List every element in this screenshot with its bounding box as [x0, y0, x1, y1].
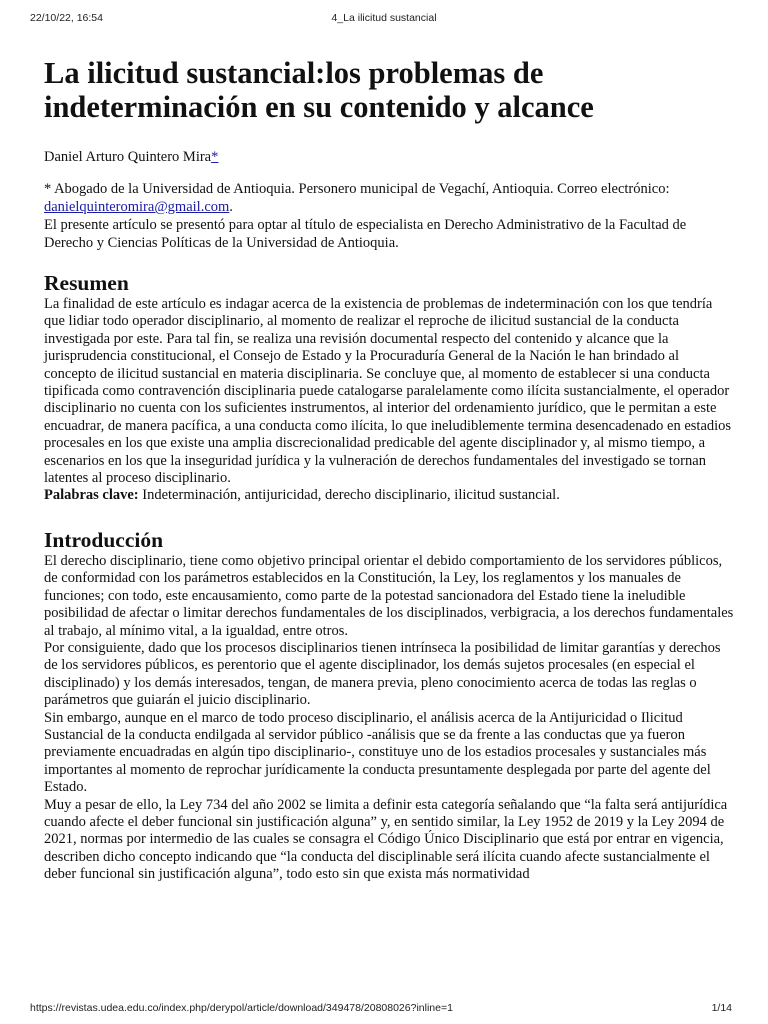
print-datetime: 22/10/22, 16:54	[30, 12, 103, 24]
print-url: https://revistas.udea.edu.co/index.php/derypol/article/download/349478/20808026?inline=1	[30, 1002, 453, 1014]
keywords-paragraph	[44, 487, 734, 504]
author-name: Daniel Arturo Quintero Mira	[44, 149, 212, 165]
article-title-line-2: indeterminación en su contenido y alcance	[44, 90, 594, 124]
print-header	[30, 12, 738, 28]
article-title	[44, 56, 734, 124]
author-line	[44, 148, 734, 166]
presentation-note: El presente artículo se presentó para optar al título de especialista en Derecho Administrativo de la Facultad de Derecho y Ciencias Políticas de la Universidad de Antioquia.	[44, 217, 687, 251]
email-suffix: .	[229, 199, 233, 215]
author-footnote-link[interactable]: *	[211, 149, 219, 165]
keywords-label: Palabras clave:	[44, 487, 139, 504]
keywords-list: Indeterminación, antijuricidad, derecho disciplinario, ilicitud sustancial.	[138, 487, 560, 504]
affiliation-text: * Abogado de la Universidad de Antioquia. Personero municipal de Vegachí, Antioquia. Correo electrónico:	[44, 181, 670, 197]
print-footer	[30, 1002, 738, 1018]
article-title-line-1: La ilicitud sustancial:los problemas de	[44, 56, 544, 90]
email-link[interactable]: danielquinteromira@gmail.com	[44, 199, 230, 215]
intro-paragraph-2: Por consiguiente, dado que los procesos disciplinarios tienen intrínseca la posibilidad de limitar garantías y derechos de los servidores públicos, es perentorio que el agente disciplinador, los demás sujetos procesales (en especial el disciplinado) y los demás interesados, tengan, de manera previa, pleno conocimiento acerca de todas las reglas o parámetros que guiarán el juicio disciplinario.	[44, 639, 721, 709]
abstract-text: La finalidad de este artículo es indagar acerca de la existencia de problemas de indeterminación con los que tendría que lidiar todo operador disciplinario, al momento de realizar el reproche de ilicitud sustancial de la conducta investigada por este. Para tal fin, se realiza una revisión documental respecto del contenido y alcance que la jurisprudencia constitucional, el Consejo de Estado y la Procuraduría General de la Nación le han brindado al concepto de ilicitud sustancial en materia disciplinaria. Se concluye que, al momento de establecer si una conducta tipificada como contravención disciplinaria puede catalogarse paralelamente como ilícita sustancialmente, el operador disciplinario no cuenta con los suficientes instrumentos, al interior del ordenamiento jurídico, que le permitan a este encuadrar, de manera pacífica, a una conducta como ilícita, lo que ineludiblemente termina desencadenado en estadios procesales en los que existe una amplia discrecionalidad predicable del agente disciplinador y, al mismo tiempo, a escenarios en los que la inseguridad jurídica y la vulneración de derechos fundamentales del investigado se tornan latentes al proceso disciplinario.	[44, 296, 732, 487]
print-document-title: 4_La ilicitud sustancial	[331, 12, 437, 24]
introduction-heading: Introducción	[44, 527, 164, 552]
page-number: 1/14	[711, 1002, 732, 1014]
intro-paragraph-1: El derecho disciplinario, tiene como objetivo principal orientar el debido comportamiento de los servidores públicos, de conformidad con los parámetros establecidos en la Constitución, la Ley, los reglamentos y los manuales de funciones; con todo, este encausamiento, como parte de la potestad sancionadora del Estado tiene la ineludible posibilidad de afectar o limitar derechos fundamentales de los disciplinados, verbigracia, a los derechos fundamentales al trabajo, al mínimo vital, a la igualdad, entre otros.	[44, 552, 734, 639]
author-note	[44, 180, 734, 252]
intro-paragraph-4: Muy a pesar de ello, la Ley 734 del año 2002 se limita a definir esta categoría señalando que “la falta será antijurídica cuando afecte el deber funcional sin justificación alguna” y, en sentido similar, la Ley 1952 de 2019 y la Ley 2094 de 2021, normas por intermedio de las cuales se consagra el Código Único Disciplinario que está por entrar en vigencia, describen dicho concepto indicando que “la conducta del disciplinable será ilícita cuando afecte sustancialmente el deber funcional sin justificación alguna”, todo esto sin que exista más normatividad	[44, 796, 728, 883]
article-content	[44, 56, 734, 884]
intro-paragraph-3: Sin embargo, aunque en el marco de todo proceso disciplinario, el análisis acerca de la Antijuricidad o Ilicitud Sustancial de la conducta endilgada al servidor público -análisis que se da frente a las conductas que ya fueron previamente encuadradas en algún tipo disciplinario-, constituye uno de los estadios procesales y sustanciales más importantes al momento de reprochar jurídicamente la conducta presuntamente desplegada por parte del agente del Estado.	[44, 709, 711, 796]
abstract-heading: Resumen	[44, 271, 129, 295]
